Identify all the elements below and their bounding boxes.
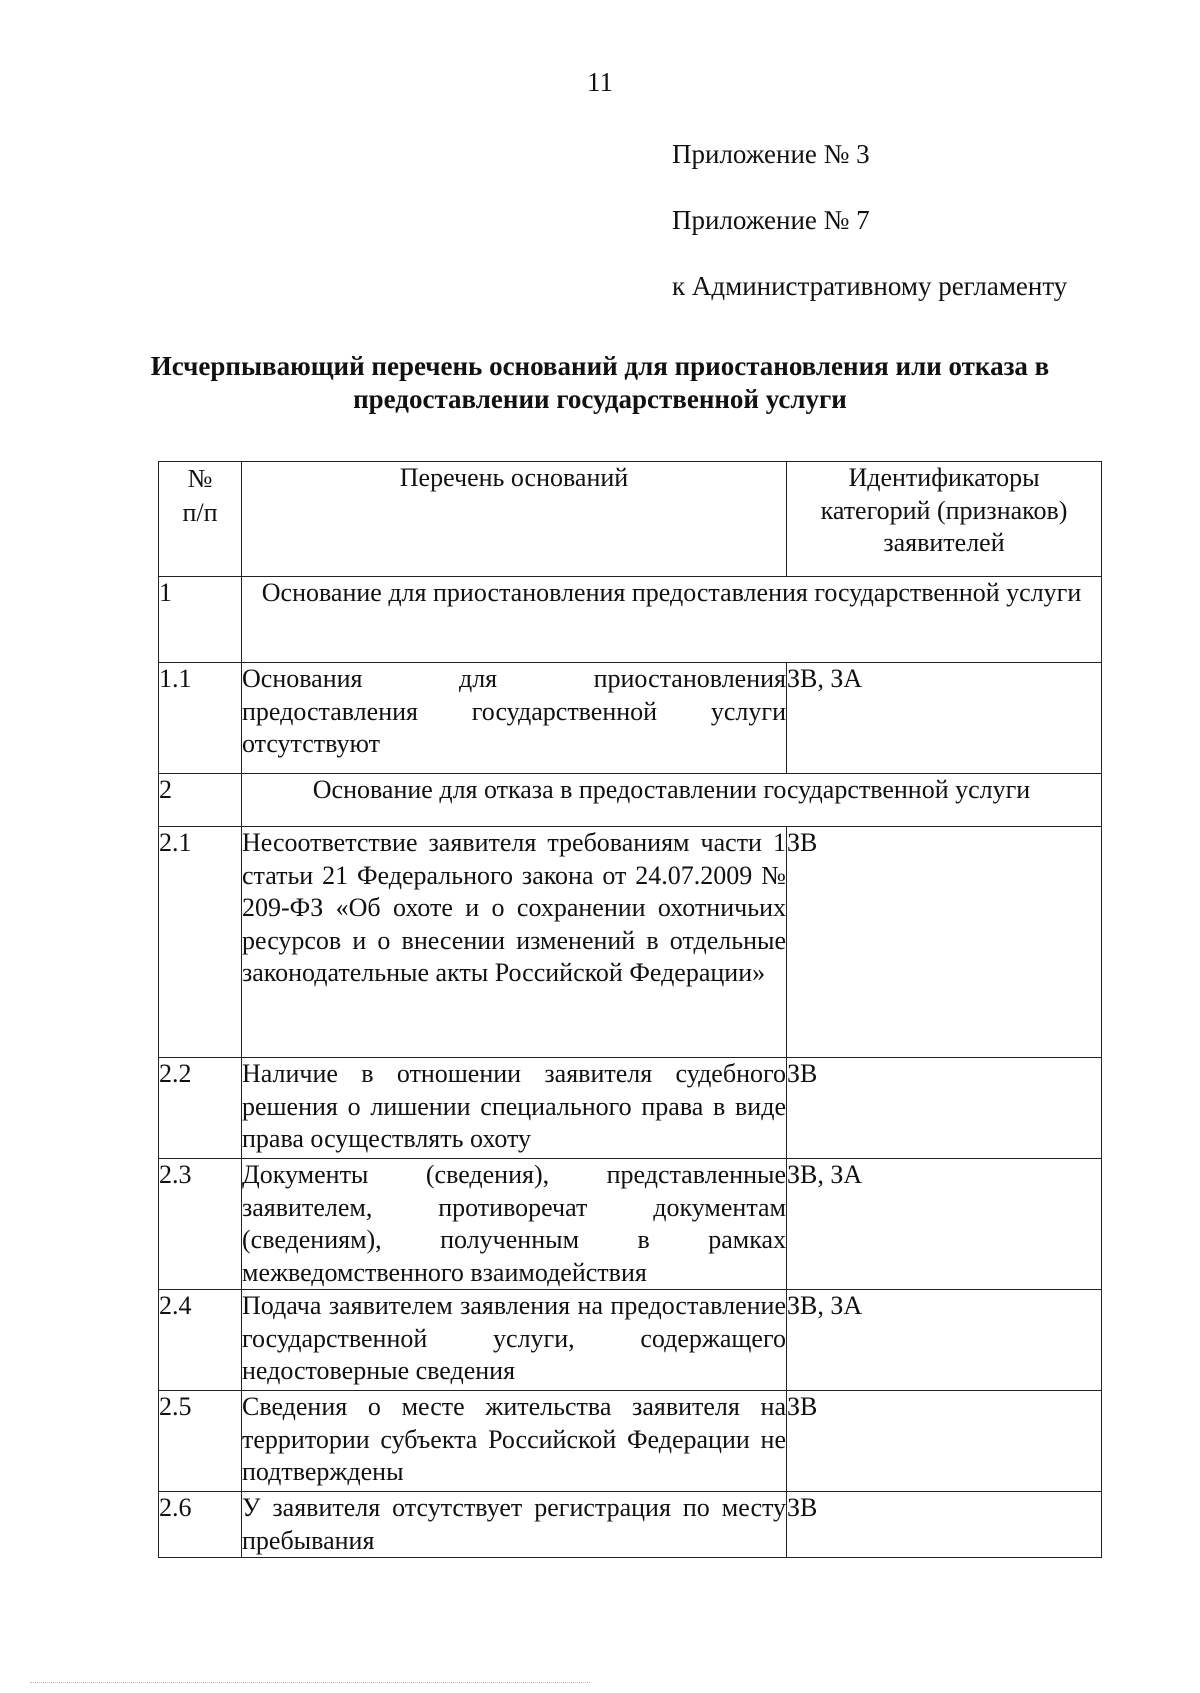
section-row [159,774,1102,827]
row-num: 2.6 [159,1492,242,1558]
row-grounds-text: Подача заявителем заявления на предоставление государственной услуги, содержащего недостоверные сведения [242,1290,787,1391]
table-row [159,663,1102,774]
regulation-reference: к Административному регламенту [672,271,1068,301]
grounds-table [158,461,1102,1558]
row-grounds-text: Наличие в отношении заявителя судебного решения о лишении специального права в виде права осуществлять охоту [242,1058,787,1159]
row-num: 2.5 [159,1391,242,1492]
table-row [159,1058,1102,1159]
row-num: 2.4 [159,1290,242,1391]
row-identifiers: ЗВ, ЗА [787,663,1102,774]
section-title: Основание для отказа в предоставлении государственной услуги [242,774,1102,827]
row-identifiers: ЗВ [787,1492,1102,1558]
row-grounds-text: У заявителя отсутствует регистрация по месту пребывания [242,1492,787,1558]
section-title: Основание для приостановления предоставления государственной услуги [242,577,1102,663]
table-row [159,1492,1102,1558]
section-row [159,577,1102,663]
header-identifiers-line-2: категорий (признаков) [820,495,1068,525]
row-num: 2.1 [159,827,242,1058]
header-grounds-cell: Перечень оснований [242,462,787,577]
row-identifiers: ЗВ, ЗА [787,1290,1102,1391]
header-num-cell [159,462,242,577]
header-identifiers-line-3: заявителей [883,528,1005,557]
table-row [159,1159,1102,1290]
row-grounds-text: Сведения о месте жительства заявителя на территории субъекта Российской Федерации не подтверждены [242,1391,787,1492]
table-row [159,827,1102,1058]
table-row [159,1290,1102,1391]
document-title-line-2: предоставлении государственной услуги [353,384,847,414]
table-header-row [159,462,1102,577]
document-title-line-1: Исчерпывающий перечень оснований для приостановления или отказа в [150,351,1050,381]
document-title [100,350,1100,416]
row-identifiers: ЗВ [787,1058,1102,1159]
appendix-7-label: Приложение № 7 [672,205,870,235]
row-identifiers: ЗВ, ЗА [787,1159,1102,1290]
page-number: 11 [587,67,613,97]
row-identifiers: ЗВ [787,1391,1102,1492]
header-identifiers-line-1: Идентификаторы [848,463,1040,492]
row-num: 2.3 [159,1159,242,1290]
row-identifiers: ЗВ [787,827,1102,1058]
section-num: 1 [159,577,242,663]
appendix-3-label: Приложение № 3 [672,139,870,169]
table-row [159,1391,1102,1492]
row-grounds-text: Несоответствие заявителя требованиям части 1 статьи 21 Федерального закона от 24.07.2009 № 209-ФЗ «Об охоте и о сохранении охотничьих ресурсов и о внесении изменений в отдельные законодательные акты Российской Федерации» [242,827,787,1058]
row-num: 1.1 [159,663,242,774]
header-identifiers-cell [787,462,1102,577]
section-num: 2 [159,774,242,827]
scan-edge-artifact [30,1682,590,1683]
row-grounds-text: Документы (сведения), представленные заявителем, противоречат документам (сведениям), полученным в рамках межведомственного взаимодействия [242,1159,787,1290]
row-num: 2.2 [159,1058,242,1159]
header-num-symbol: № [187,464,213,493]
row-grounds-text: Основания для приостановления предоставления государственной услуги отсутствуют [242,663,787,774]
header-num-label: п/п [182,498,218,527]
